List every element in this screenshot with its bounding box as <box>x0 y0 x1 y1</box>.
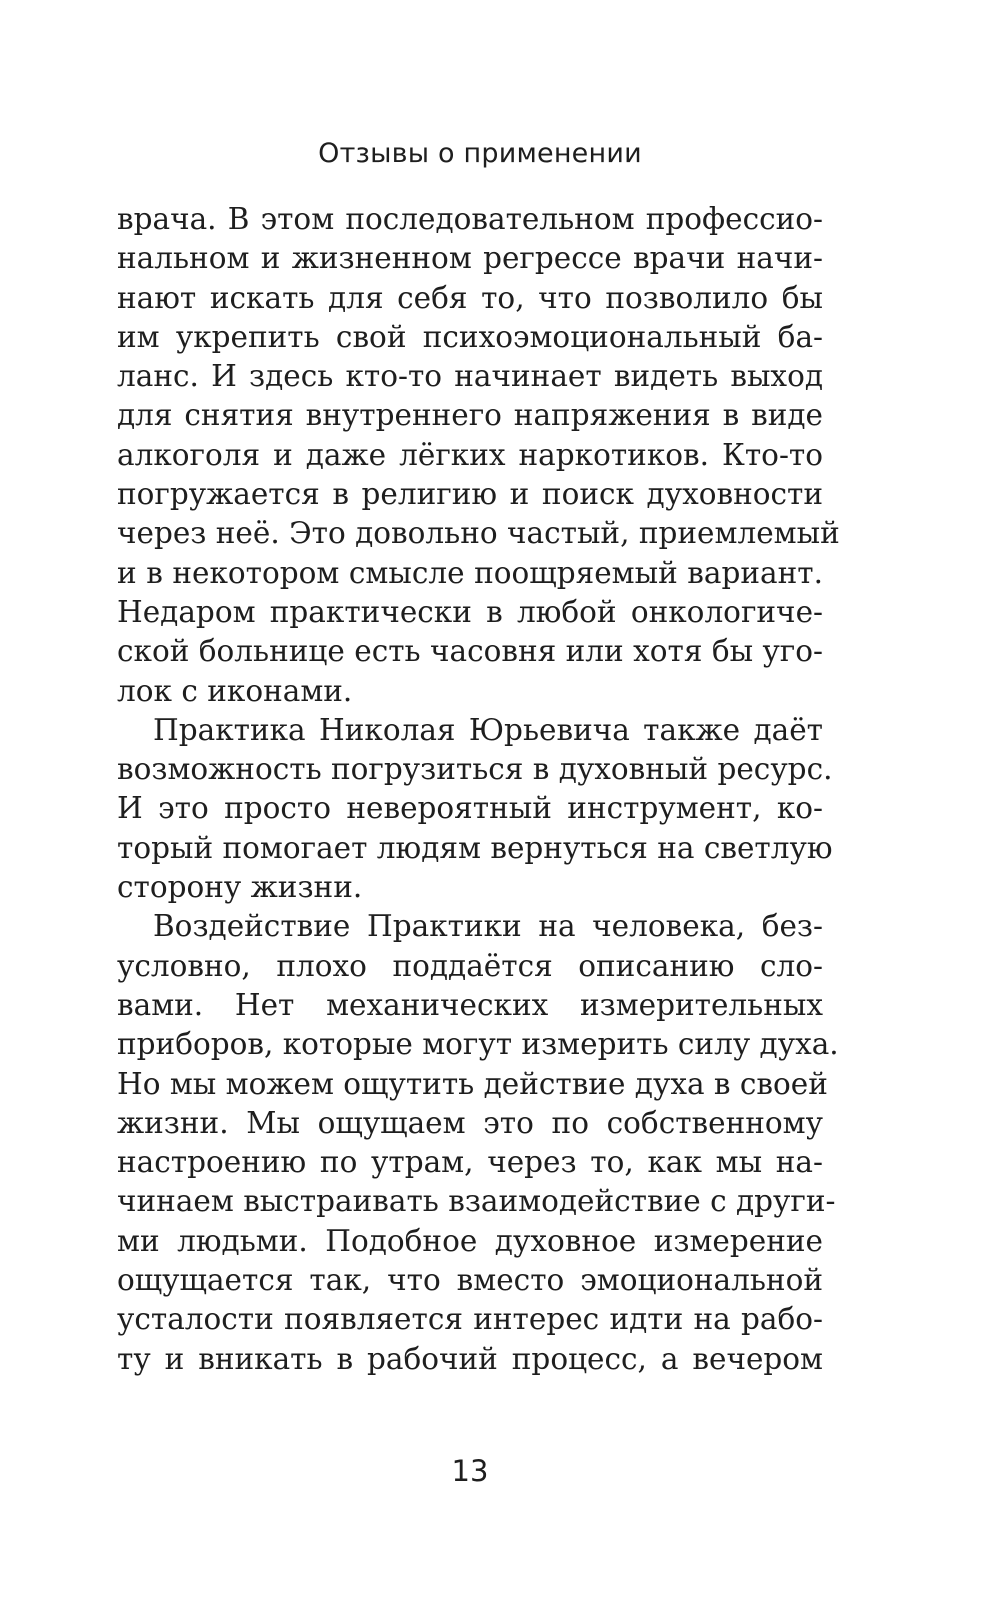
page-number: 13 <box>451 1454 489 1488</box>
text-line: торый помогает людям вернуться на светлую <box>117 830 833 865</box>
text-line: настроению по утрам, через то, как мы на- <box>117 1145 823 1180</box>
text-line: чинаем выстраивать взаимодействие с други- <box>117 1184 836 1219</box>
text-line: Воздействие Практики на человека, без- <box>153 909 823 944</box>
text-line: Недаром практически в любой онкологиче- <box>117 594 823 629</box>
text-line: жизни. Мы ощущаем это по собственному <box>117 1105 823 1140</box>
text-line: ми людьми. Подобное духовное измерение <box>117 1223 823 1258</box>
text-line: нальном и жизненном регрессе врачи начи- <box>117 241 823 276</box>
text-line: и в некотором смысле поощряемый вариант. <box>117 555 823 590</box>
text-line: приборов, которые могут измерить силу духа. <box>117 1027 839 1062</box>
text-line: сторону жизни. <box>117 870 363 905</box>
running-header: Отзывы о применении <box>318 138 642 169</box>
paragraph-1 <box>117 200 840 711</box>
text-line: ланс. И здесь кто-то начинает видеть выход <box>117 359 823 394</box>
text-line: для снятия внутреннего напряжения в виде <box>117 398 823 433</box>
text-line: врача. В этом последовательном профессио- <box>117 202 823 236</box>
text-line: И это просто невероятный инструмент, ко- <box>117 791 823 826</box>
text-line: ту и вникать в рабочий процесс, а вечером <box>117 1341 823 1376</box>
text-line: им укрепить свой психоэмоциональный ба- <box>117 319 823 354</box>
text-line: Практика Николая Юрьевича также даёт <box>153 712 823 747</box>
text-line: ской больнице есть часовня или хотя бы уго- <box>117 634 823 669</box>
text-line: алкоголя и даже лёгких наркотиков. Кто-то <box>117 437 823 472</box>
text-line: вами. Нет механических измерительных <box>117 987 823 1022</box>
text-line: возможность погрузиться в духовный ресурс. <box>117 752 833 787</box>
paragraph-2 <box>117 711 833 907</box>
text-line: погружается в религию и поиск духовности <box>117 477 823 512</box>
paragraph-3 <box>117 907 839 1379</box>
text-line: условно, плохо поддаётся описанию сло- <box>117 948 823 983</box>
text-line: усталости появляется интерес идти на рабо- <box>117 1302 823 1337</box>
page-body <box>117 200 840 1379</box>
text-line: ощущается так, что вместо эмоциональной <box>117 1263 823 1298</box>
text-line: нают искать для себя то, что позволило бы <box>117 280 823 315</box>
text-line: лок с иконами. <box>117 673 353 708</box>
text-line: через неё. Это довольно частый, приемлемый <box>117 516 840 551</box>
text-line: Но мы можем ощутить действие духа в своей <box>117 1066 828 1101</box>
